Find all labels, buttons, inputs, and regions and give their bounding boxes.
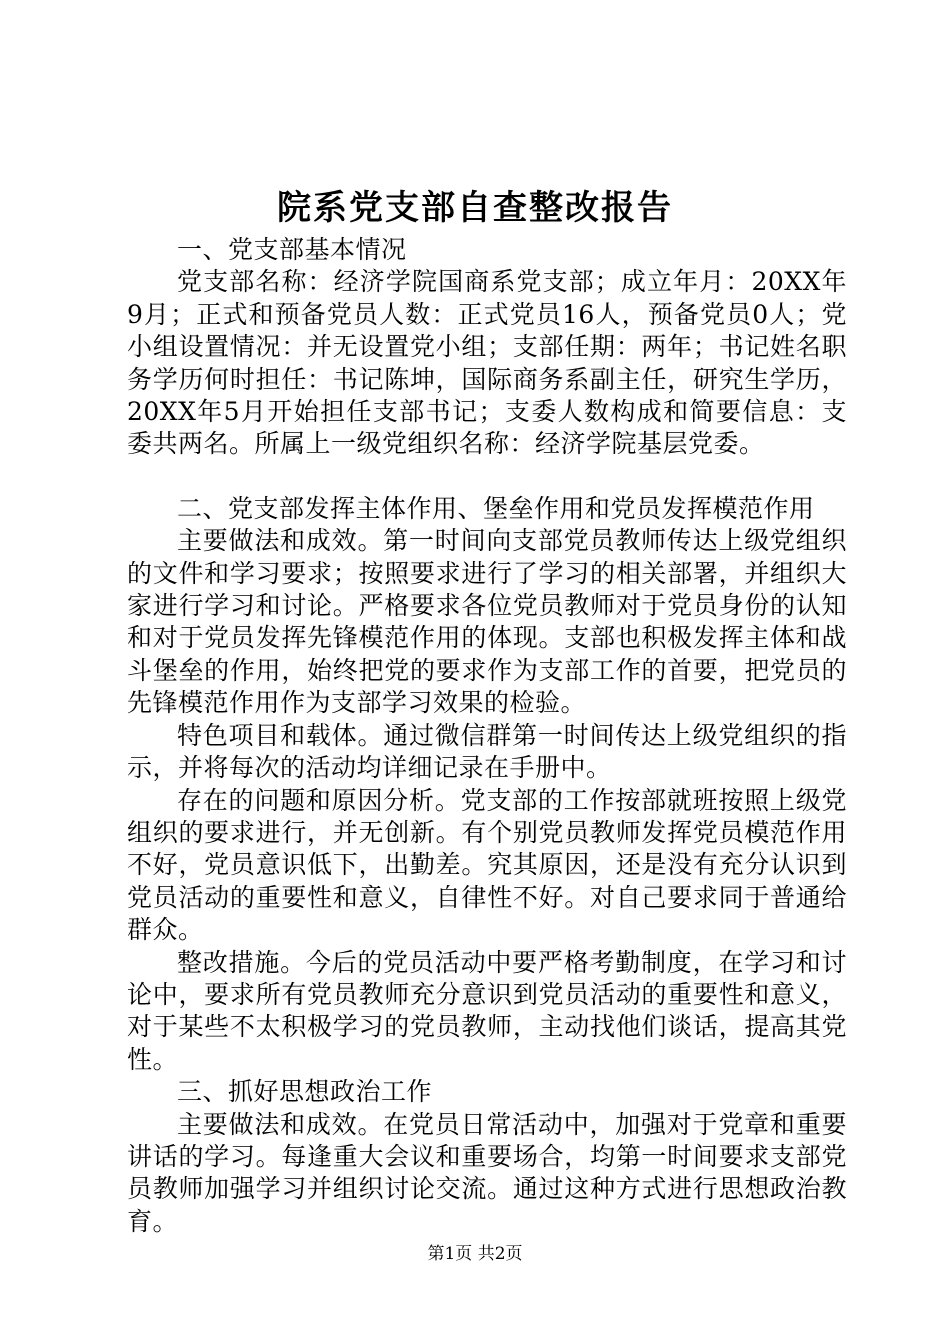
paragraph-political-work: 主要做法和成效。在党员日常活动中，加强对于党章和重要讲话的学习。每逢重大会议和重要场合，均第一时间要求支部党员教师加强学习并组织讨论交流。通过这种方式进行思想政治教育。 — [127, 1109, 847, 1236]
page-number-footer: 第1页 共2页 — [427, 1244, 523, 1264]
section-heading-3: 三、抓好思想政治工作 — [177, 1077, 433, 1107]
paragraph-problems-analysis: 存在的问题和原因分析。党支部的工作按部就班按照上级党组织的要求进行，并无创新。有个别党员教师发挥党员模范作用不好，党员意识低下，出勤差。究其原因，还是没有充分认识到党员活动的重要性和意义，自律性不好。对自己要求同于普通给群众。 — [127, 785, 847, 945]
section-heading-2: 二、党支部发挥主体作用、堡垒作用和党员发挥模范作用 — [177, 493, 815, 523]
section-heading-1: 一、党支部基本情况 — [177, 235, 407, 264]
paragraph-basic-info: 党支部名称：经济学院国商系党支部；成立年月：20XX年9月；正式和预备党员人数：正式党员16人，预备党员0人；党小组设置情况：并无设置党小组；支部任期：两年；书记姓名职务学历何时担任：书记陈坤，国际商务系副主任，研究生学历，20XX年5月开始担任支部书记；支委人数构成和简要信息：支委共两名。所属上一级党组织名称：经济学院基层党委。 — [127, 267, 847, 459]
paragraph-main-practices: 主要做法和成效。第一时间向支部党员教师传达上级党组织的文件和学习要求；按照要求进行了学习的相关部署，并组织大家进行学习和讨论。严格要求各位党员教师对于党员身份的认知和对于党员发挥先锋模范作用的体现。支部也积极发挥主体和战斗堡垒的作用，始终把党的要求作为支部工作的首要，把党员的先锋模范作用作为支部学习效果的检验。 — [127, 526, 847, 718]
document-title: 院系党支部自查整改报告 — [277, 188, 673, 228]
paragraph-featured-projects: 特色项目和载体。通过微信群第一时间传达上级党组织的指示，并将每次的活动均详细记录在手册中。 — [127, 720, 847, 783]
paragraph-rectification-measures: 整改措施。今后的党员活动中要严格考勤制度，在学习和讨论中，要求所有党员教师充分意识到党员活动的重要性和意义，对于某些不太积极学习的党员教师，主动找他们谈话，提高其党性。 — [127, 947, 847, 1074]
document-body — [127, 234, 847, 1238]
paragraph-gap — [127, 461, 847, 493]
